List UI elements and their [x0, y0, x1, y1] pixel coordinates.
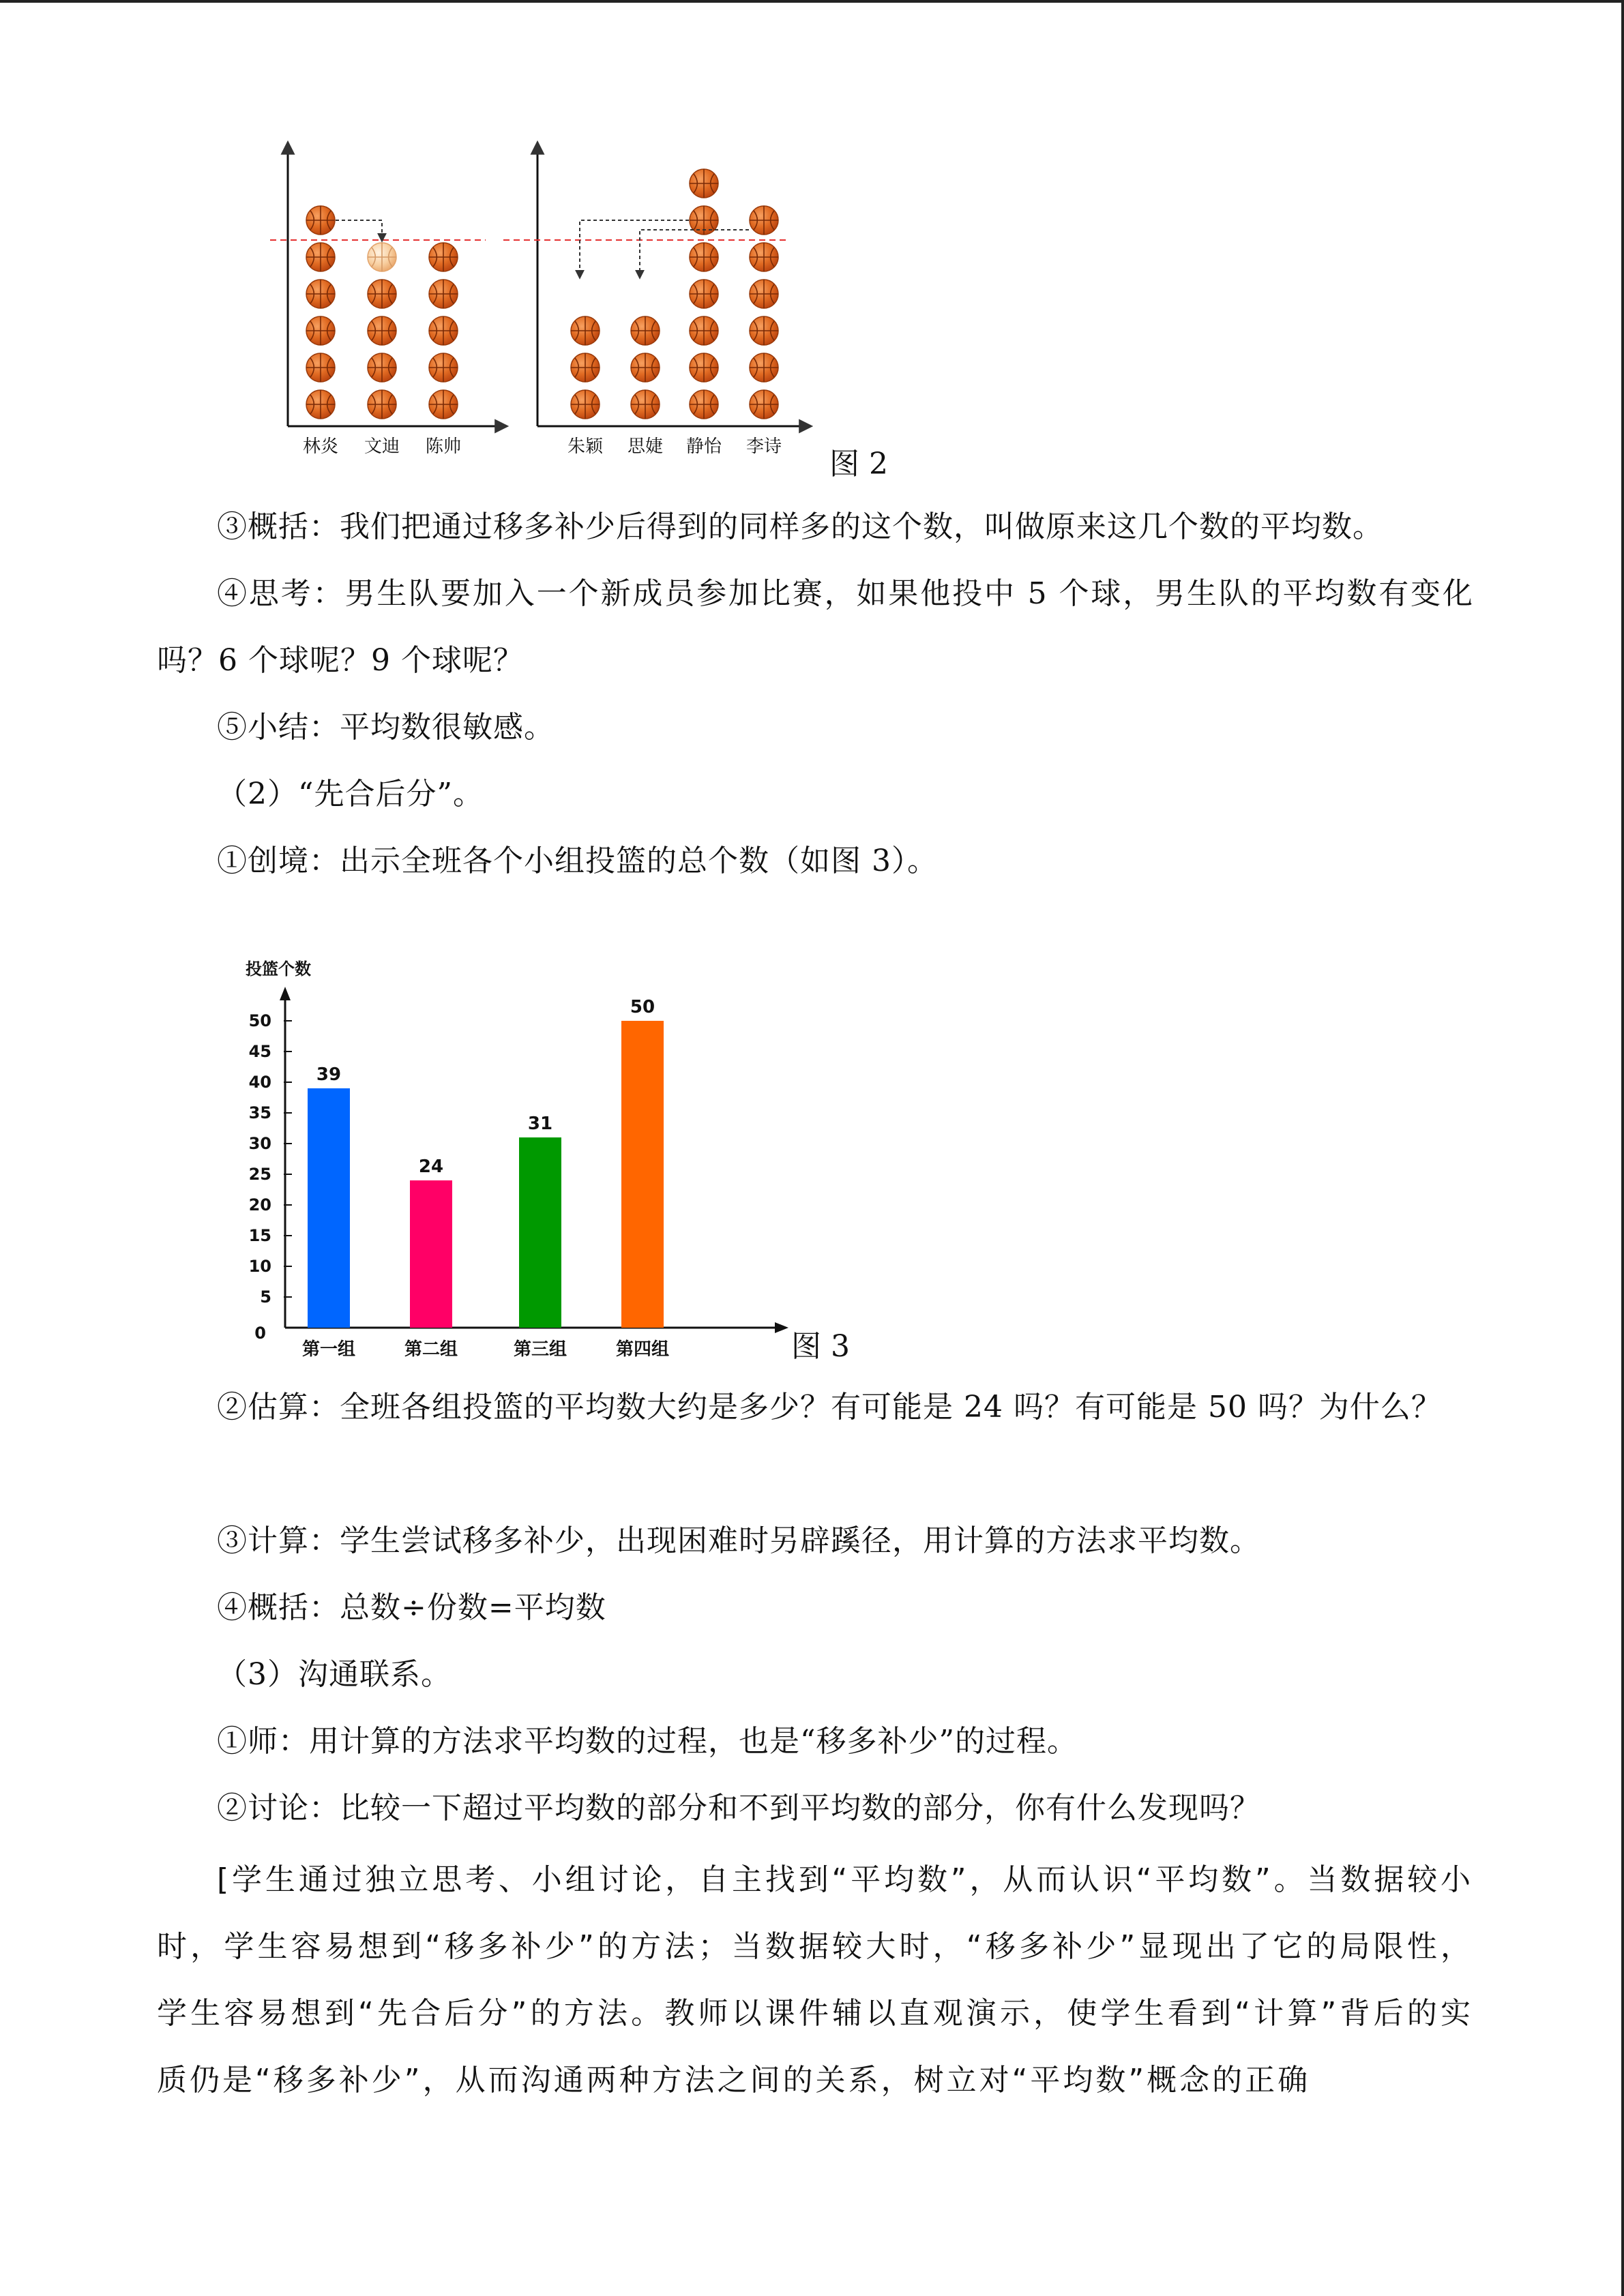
paragraph: ④思考：男生队要加入一个新成员参加比赛，如果他投中 5 个球，男生队的平均数有变化吗？6 个球呢？9 个球呢？ — [157, 576, 1473, 678]
basketball-icon — [690, 243, 718, 271]
basketball-icon — [306, 316, 335, 345]
basketball-icon — [571, 353, 600, 382]
student-name-label: 思婕 — [627, 436, 664, 457]
basketball-icon — [571, 316, 600, 345]
paragraph: ①师：用计算的方法求平均数的过程，也是“移多补少”的过程。 — [217, 1724, 1078, 1759]
student-name-label: 陈帅 — [425, 436, 462, 457]
basketball-icon — [631, 316, 660, 345]
y-tick-label: 10 — [248, 1257, 271, 1276]
basketball-icon — [750, 206, 778, 235]
student-name-label: 文迪 — [364, 436, 400, 457]
move-arrow — [336, 220, 382, 241]
paragraph: ④概括：总数÷份数=平均数 — [217, 1590, 606, 1625]
paragraph: ①创境：出示全班各个小组投篮的总个数（如图 3）。 — [217, 844, 938, 878]
paragraph: ②估算：全班各组投篮的平均数大约是多少？有可能是 24 吗？有可能是 50 吗？为什么？ — [217, 1390, 1442, 1425]
figure-2-ball-diagram — [246, 133, 818, 460]
paragraph: ③概括：我们把通过移多补少后得到的同样多的这个数，叫做原来这几个数的平均数。 — [217, 509, 1383, 544]
figure-3-caption: 图 3 — [791, 1329, 850, 1364]
student-name-label: 静怡 — [685, 436, 722, 457]
basketball-icon — [631, 390, 660, 419]
basketball-icon — [750, 353, 778, 382]
bar-value-label: 50 — [630, 997, 655, 1017]
y-tick-label: 50 — [248, 1011, 271, 1030]
category-label: 第四组 — [615, 1339, 670, 1360]
basketball-icon — [690, 353, 718, 382]
basketball-icon — [368, 316, 396, 345]
bar-4 — [621, 1021, 664, 1328]
y-tick-label: 40 — [248, 1073, 271, 1092]
student-name-label: 朱颖 — [567, 436, 604, 457]
basketball-icon — [429, 316, 458, 345]
moved-ball-icon — [368, 243, 396, 271]
basketball-icon — [750, 280, 778, 308]
basketball-icon — [429, 390, 458, 419]
paragraph: ②讨论：比较一下超过平均数的部分和不到平均数的部分，你有什么发现吗？ — [217, 1791, 1260, 1825]
category-label: 第一组 — [301, 1339, 356, 1360]
basketball-icon — [571, 390, 600, 419]
y-tick-label: 30 — [248, 1134, 271, 1153]
basketball-icon — [306, 390, 335, 419]
y-tick-label: 5 — [260, 1287, 271, 1307]
basketball-icon — [750, 316, 778, 345]
bar-3 — [519, 1137, 561, 1328]
paragraph: ⑤小结：平均数很敏感。 — [217, 710, 555, 745]
move-arrow — [580, 220, 689, 278]
basketball-icon — [368, 353, 396, 382]
basketball-icon — [690, 316, 718, 345]
y-tick-label: 45 — [248, 1042, 271, 1061]
basketball-icon — [690, 169, 718, 198]
y-tick-label: 20 — [248, 1195, 271, 1214]
basketball-icon — [690, 280, 718, 308]
figure-3-bar-chart — [232, 951, 846, 1367]
bar-2 — [410, 1180, 452, 1328]
basketball-icon — [750, 390, 778, 419]
x-axis-arrow — [775, 1322, 788, 1333]
y-tick-label: 0 — [254, 1324, 266, 1343]
bar-value-label: 24 — [418, 1157, 444, 1177]
student-name-label: 林炎 — [302, 436, 339, 457]
paragraph: （2）“先合后分”。 — [217, 777, 484, 811]
y-tick-label: 35 — [248, 1103, 271, 1122]
paragraph: ③计算：学生尝试移多补少，出现困难时另辟蹊径，用计算的方法求平均数。 — [217, 1523, 1260, 1558]
basketball-icon — [368, 280, 396, 308]
y-tick-label: 15 — [248, 1226, 271, 1245]
basketball-icon — [690, 390, 718, 419]
basketball-icon — [429, 280, 458, 308]
basketball-icon — [306, 206, 335, 235]
figure-2-caption: 图 2 — [829, 447, 888, 481]
basketball-icon — [429, 353, 458, 382]
paragraph: （3）沟通联系。 — [217, 1657, 452, 1692]
basketball-icon — [429, 243, 458, 271]
student-name-label: 李诗 — [745, 436, 782, 457]
y-axis-label: 投篮个数 — [246, 959, 311, 979]
bar-value-label: 39 — [316, 1064, 342, 1085]
bar-1 — [308, 1088, 350, 1328]
category-label: 第二组 — [404, 1339, 458, 1360]
basketball-icon — [306, 353, 335, 382]
y-axis-arrow — [280, 987, 291, 1000]
category-label: 第三组 — [513, 1339, 567, 1360]
basketball-icon — [631, 353, 660, 382]
basketball-icon — [306, 243, 335, 271]
y-tick-label: 25 — [248, 1165, 271, 1184]
basketball-icon — [750, 243, 778, 271]
teaching-note: [学生通过独立思考、小组讨论，自主找到“平均数”，从而认识“平均数”。当数据较小时，学生容易想到“移多补少”的方法；当数据较大时，“移多补少”显现出了它的局限性，学生容易想到“先合后分”的方法。教师以课件辅以直观演示，使学生看到“计算”背后的实质仍是“移多补少”，从而沟通两种方法之间的关系，树立对“平均数”概念的正确 — [157, 1862, 1473, 2098]
basketball-icon — [368, 390, 396, 419]
bar-value-label: 31 — [527, 1114, 553, 1134]
basketball-icon — [306, 280, 335, 308]
